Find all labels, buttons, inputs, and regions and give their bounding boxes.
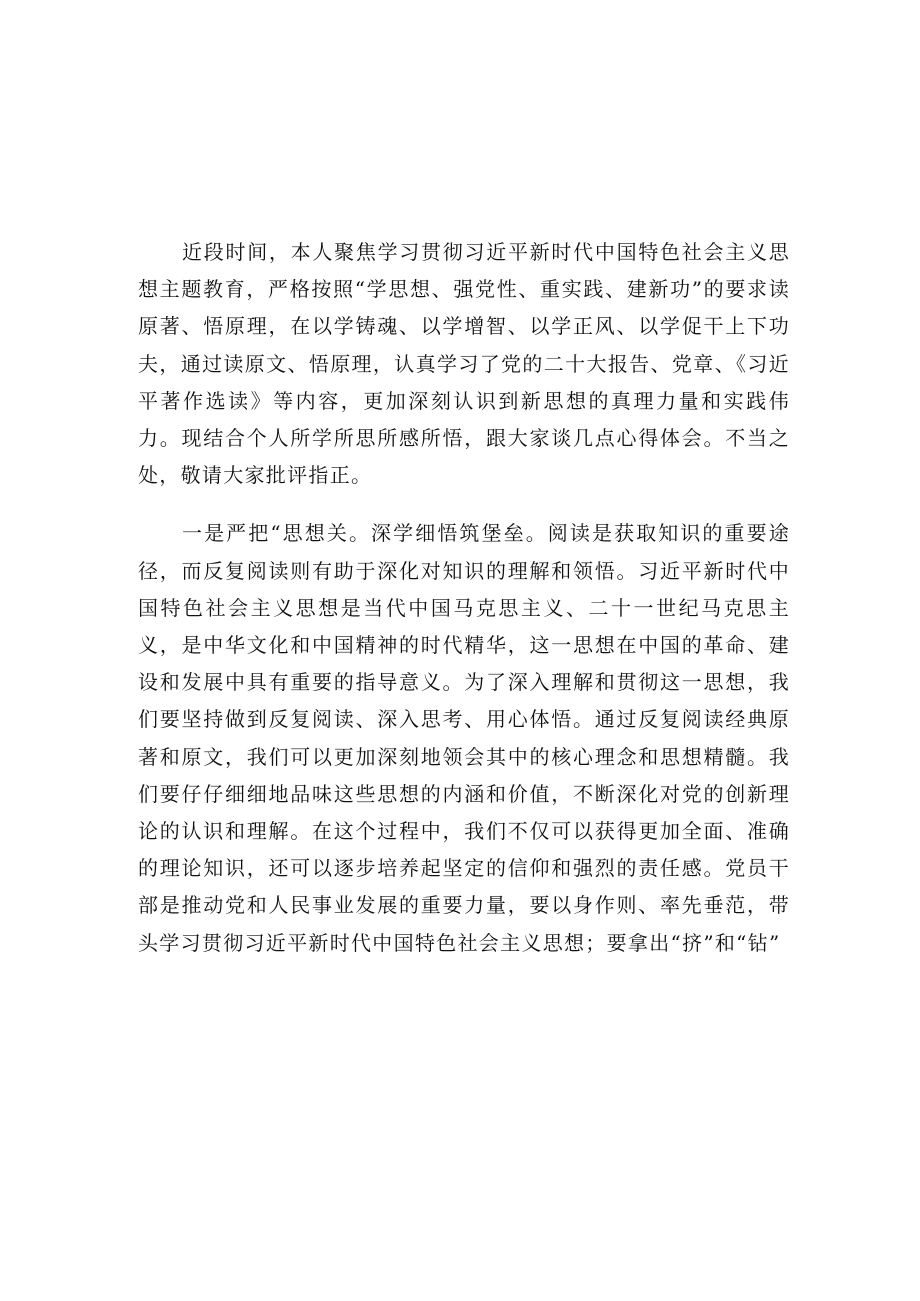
paragraph-intro: 近段时间，本人聚焦学习贯彻习近平新时代中国特色社会主义思想主题教育，严格按照“学思想、强党性、重实践、建新功”的要求读原著、悟原理，在以学铸魂、以学增智、以学正风、以学促干上下功夫，通过读原文、悟原理，认真学习了党的二十大报告、党章、《习近平著作选读》等内容，更加深刻认识到新思想的真理力量和实践伟力。现结合个人所学所思所感所悟，跟大家谈几点心得体会。不当之处，敬请大家批评指正。 <box>138 240 790 488</box>
document-body <box>138 234 790 962</box>
paragraph-point-one: 一是严把“思想关。深学细悟筑堡垒。阅读是获取知识的重要途径，而反复阅读则有助于深化对知识的理解和领悟。习近平新时代中国特色社会主义思想是当代中国马克思主义、二十一世纪马克思主义，是中华文化和中国精神的时代精华，这一思想在中国的革命、建设和发展中具有重要的指导意义。为了深入理解和贯彻这一思想，我们要坚持做到反复阅读、深入思考、用心体悟。通过反复阅读经典原著和原文，我们可以更加深刻地领会其中的核心理念和思想精髓。我们要仔仔细细地品味这些思想的内涵和价值，不断深化对党的创新理论的认识和理解。在这个过程中，我们不仅可以获得更加全面、准确的理论知识，还可以逐步培养起坚定的信仰和强烈的责任感。党员干部是推动党和人民事业发展的重要力量，要以身作则、率先垂范，带头学习贯彻习近平新时代中国特色社会主义思想；要拿出“挤”和“钻” <box>138 521 790 955</box>
